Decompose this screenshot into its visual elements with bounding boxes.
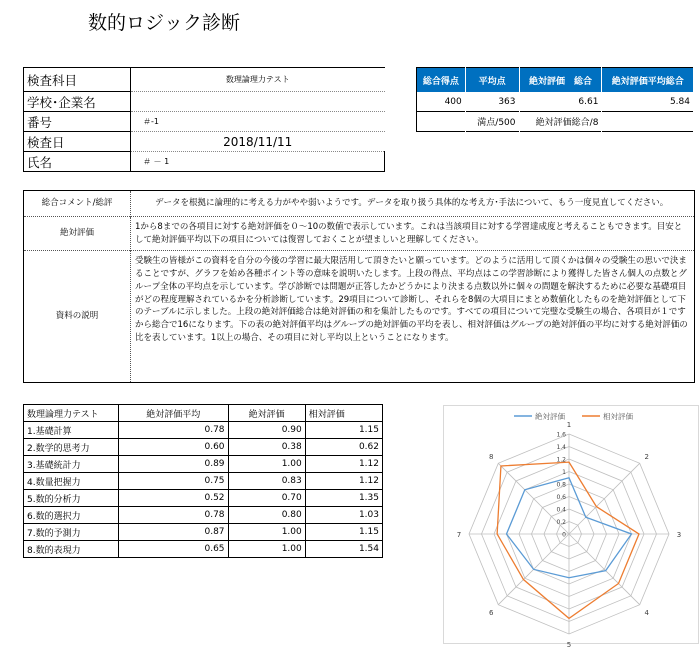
material-label: 資料の説明 (24, 251, 131, 383)
legend-label: 絶対評価 (535, 412, 565, 421)
eval-value: 0.78 (119, 507, 229, 524)
eval-row (24, 541, 383, 558)
comment-table (23, 190, 695, 383)
eval-value: 1.54 (305, 541, 382, 558)
score-value: 363 (465, 92, 519, 112)
eval-header-row (24, 405, 383, 422)
eval-value: 0.75 (119, 473, 229, 490)
eval-value: 0.83 (228, 473, 305, 490)
eval-row (24, 490, 383, 507)
score-value: 400 (417, 92, 466, 112)
eval-value: 0.60 (119, 439, 229, 456)
radar-chart (443, 405, 699, 647)
info-label: 検査日 (24, 132, 131, 152)
eval-header: 数理論理力テスト (24, 405, 119, 422)
eval-item-label: 6.数的選択力 (24, 507, 119, 524)
eval-value: 0.38 (228, 439, 305, 456)
eval-value: 1.15 (305, 524, 382, 541)
page-title: 数的ロジック診断 (88, 12, 241, 34)
tick-label: 1.6 (556, 431, 566, 439)
eval-header: 相対評価 (305, 405, 382, 422)
category-label: 8 (488, 453, 494, 462)
category-label: 3 (676, 531, 682, 539)
info-row (24, 92, 385, 112)
eval-value: 1.15 (305, 422, 382, 439)
tick-label: 0.8 (556, 481, 566, 489)
overall-text: データを根拠に論理的に考える力がやや弱いようです。データを取り扱う具体的な考え方･手法について、もう一度見直してください。 (155, 198, 669, 208)
score-note (417, 112, 466, 132)
score-header: 平均点 (465, 68, 519, 93)
eval-value: 0.89 (119, 456, 229, 473)
eval-value: 0.90 (228, 422, 305, 439)
eval-value: 0.52 (119, 490, 229, 507)
eval-item-label: 1.基礎計算 (24, 422, 119, 439)
eval-value: 1.00 (228, 541, 305, 558)
eval-item-label: 7.数的予測力 (24, 524, 119, 541)
tick-label: 1.2 (556, 456, 566, 464)
eval-value: 1.35 (305, 490, 382, 507)
tick-label: 0 (562, 531, 566, 539)
info-label: 検査科目 (24, 68, 131, 92)
score-table (416, 67, 694, 132)
legend-label: 相対評価 (603, 412, 633, 421)
eval-table (23, 404, 383, 558)
eval-value: 0.70 (228, 490, 305, 507)
score-note: 絶対評価総合/8 (519, 112, 602, 132)
tick-label: 0.4 (556, 506, 566, 514)
info-table (23, 67, 385, 172)
eval-value: 0.78 (119, 422, 229, 439)
absolute-label: 絶対評価 (24, 216, 131, 251)
score-note: 満点/500 (465, 112, 519, 132)
tick-label: 1.4 (556, 444, 566, 451)
score-header: 絶対評価 総合 (519, 68, 602, 93)
eval-value: 0.65 (119, 541, 229, 558)
eval-row (24, 507, 383, 524)
eval-header: 絶対評価 (228, 405, 305, 422)
eval-value: 1.00 (228, 524, 305, 541)
eval-value: 1.12 (305, 456, 382, 473)
eval-row (24, 439, 383, 456)
overall-label: 総合コメント/総評 (24, 191, 131, 217)
eval-value: 1.12 (305, 473, 382, 490)
eval-row (24, 456, 383, 473)
score-value: 5.84 (602, 92, 694, 112)
info-value: ＃-1 (131, 112, 385, 132)
eval-header: 絶対評価平均 (119, 405, 229, 422)
eval-item-label: 8.数的表現力 (24, 541, 119, 558)
eval-item-label: 2.数学的思考力 (24, 439, 119, 456)
radar-svg (444, 406, 698, 647)
tick-label: 0.6 (556, 494, 566, 501)
eval-value: 0.80 (228, 507, 305, 524)
category-label: 7 (456, 531, 462, 539)
score-header: 絶対評価平均総合 (602, 68, 694, 93)
tick-label: 1 (562, 469, 566, 476)
eval-row (24, 473, 383, 490)
info-value: 2018/11/11 (131, 132, 385, 152)
score-header: 総合得点 (417, 68, 466, 93)
info-row (24, 112, 385, 132)
eval-item-label: 5.数的分析力 (24, 490, 119, 507)
score-value: 6.61 (519, 92, 602, 112)
category-label: 4 (644, 608, 650, 617)
category-label: 2 (644, 453, 650, 462)
eval-value: 0.62 (305, 439, 382, 456)
material-text: 受験生の皆様がこの資料を自分の今後の学習に最大限活用して頂きたいと願っています。どのように活用して頂くかは個々の受験生の思いで決まることですが、グラフを始め各種ポイント等の意味を説明いたします。上段の得点、平均点はこの学習診断により獲得した皆さん個人の点数とグループ全体の平均点を示しています。学び診断では問題が正答したかどうかにより決まる点数以外に個々の問題を解決するために必要な基礎項目がどの程度理解されているかを分析診断しています。29項目について診断し、それらを8個の大項目にまとめ数値化したものを絶対評価として下のテーブルに示しました。上段の絶対評価総合は絶対評価の和を集計したものです。すべての項目について完璧な受験生の場合、各項目が１ですから総合で16になります。下の表の絶対評価平均はグループの絶対評価の平均を表し、相対評価はグループの絶対評価の平均に対する絶対評価の比を表しています。1以上の場合、その項目に対し平均以上ということになります。 (131, 251, 695, 383)
absolute-text: 1から8までの各項目に対する絶対評価を０～10の数値で表示しています。これは当該項目に対する学習達成度と考えることもできます。目安として絶対評価平均以下の項目については復習しておくことが望ましいと理解してください。 (131, 216, 695, 251)
eval-value: 0.87 (119, 524, 229, 541)
eval-item-label: 3.基礎統計力 (24, 456, 119, 473)
info-label: 学校･企業名 (24, 92, 131, 112)
tick-label: 0.2 (556, 519, 566, 526)
info-row (24, 152, 385, 172)
eval-row (24, 422, 383, 439)
eval-row (24, 524, 383, 541)
info-label: 番号 (24, 112, 131, 132)
info-row (24, 132, 385, 152)
category-label: 1 (566, 421, 572, 429)
info-value: ＃ － 1 (131, 152, 385, 172)
eval-value: 1.00 (228, 456, 305, 473)
info-value (131, 92, 385, 112)
category-label: 6 (488, 608, 494, 617)
eval-item-label: 4.数量把握力 (24, 473, 119, 490)
info-label: 氏名 (24, 152, 131, 172)
category-label: 5 (566, 641, 572, 647)
eval-value: 1.03 (305, 507, 382, 524)
score-note (602, 112, 694, 132)
info-row (24, 68, 385, 92)
info-value: 数理論理力テスト (131, 68, 385, 92)
